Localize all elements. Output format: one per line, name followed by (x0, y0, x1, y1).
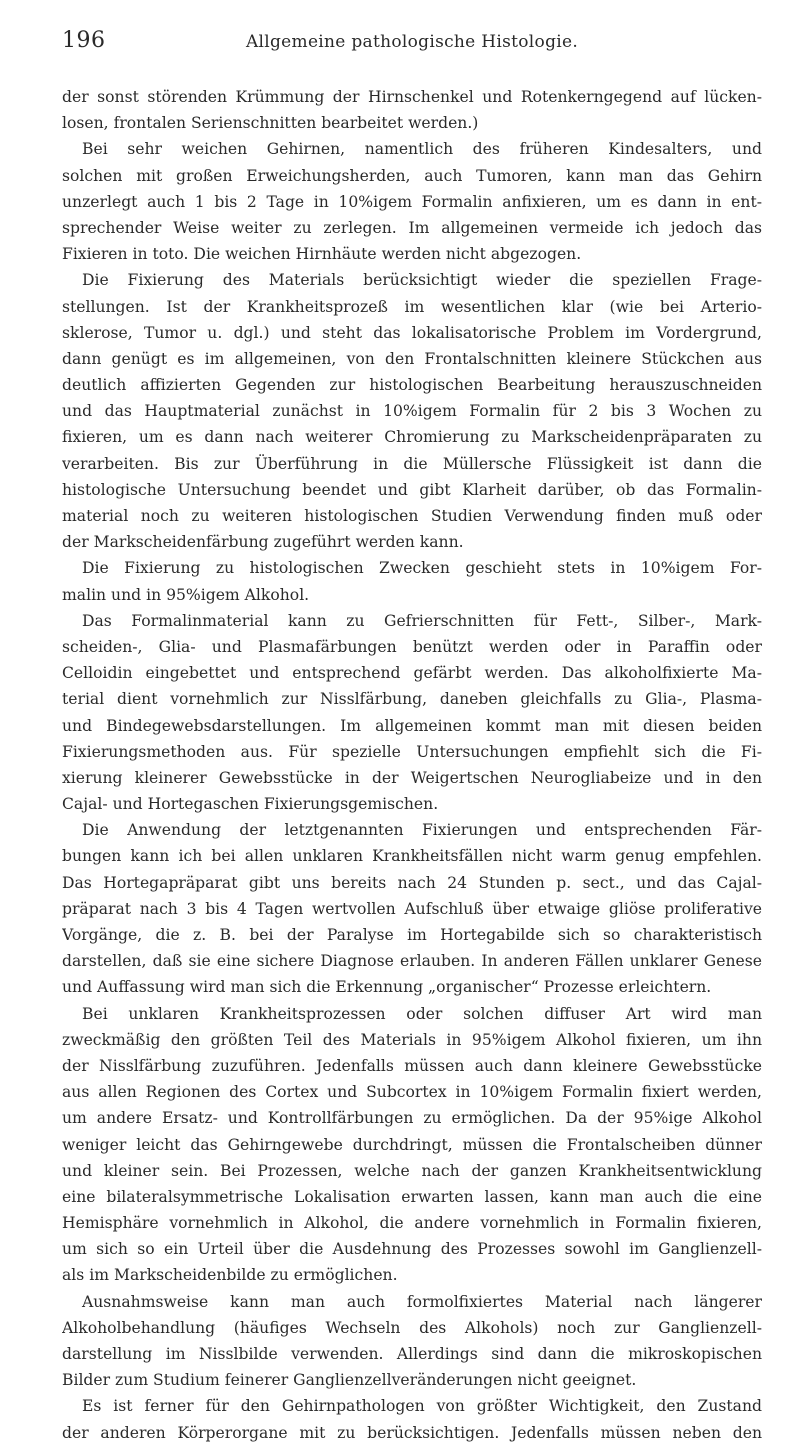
text-line: Bei unklaren Krankheitsprozessen oder solchen diffuser Art wird man (82, 1004, 762, 1023)
text-line: Fixieren in toto. Die weichen Hirnhäute werden nicht abgezogen. (62, 245, 582, 264)
text-line: Vorgänge, die z. B. bei der Paralyse im Hortegabilde sich so charakteristisch (62, 926, 762, 944)
text-line: aus allen Regionen des Cortex und Subcortex in 10%igem Formalin fixiert werden, (62, 1083, 762, 1102)
text-line: Alkoholbehandlung (häufiges Wechseln des Alkohols) noch zur Ganglienzell- (62, 1318, 762, 1337)
text-line: terial dient vornehmlich zur Nisslfärbung, daneben gleichfalls zu Glia-, Plasma- (62, 690, 762, 709)
text-line: und Auffassung wird man sich die Erkennung „organischer“ Prozesse erleichtern. (62, 978, 712, 997)
text-line: material noch zu weiteren histologischen Studien Verwendung finden muß oder (62, 507, 762, 525)
text-line: malin und in 95%igem Alkohol. (62, 585, 310, 604)
text-line: der Markscheidenfärbung zugeführt werden kann. (62, 533, 464, 552)
text-line: Celloidin eingebettet und entsprechend gefärbt werden. Das alkoholfixierte Ma- (62, 664, 762, 683)
text-line: um sich so ein Urteil über die Ausdehnung des Prozesses sowohl im Ganglienzell- (62, 1240, 762, 1259)
text-line: zweckmäßig den größten Teil des Materials in 95%igem Alkohol fixieren, um ihn (62, 1030, 762, 1049)
page-number: 196 (62, 28, 106, 53)
text-line: Die Anwendung der letztgenannten Fixierungen und entsprechenden Fär- (82, 821, 762, 840)
text-line: Bilder zum Studium feinerer Ganglienzellveränderungen nicht geeignet. (62, 1371, 637, 1390)
text-line: unzerlegt auch 1 bis 2 Tage in 10%igem Formalin anfixieren, um es dann in ent- (62, 192, 762, 211)
text-line: scheiden-, Glia- und Plasmafärbungen benützt werden oder in Paraffin oder (62, 637, 762, 656)
text-line: und kleiner sein. Bei Prozessen, welche nach der ganzen Krankheitsentwicklung (62, 1161, 762, 1180)
text-line: der Nisslfärbung zuzuführen. Jedenfalls müssen auch dann kleinere Gewebsstücke (62, 1056, 762, 1075)
text-line: eine bilateralsymmetrische Lokalisation erwarten lassen, kann man auch die eine (62, 1187, 762, 1206)
text-line: Das Hortegapräparat gibt uns bereits nach 24 Stunden p. sect., und das Cajal- (62, 873, 762, 892)
text-line: um andere Ersatz- und Kontrollfärbungen zu ermöglichen. Da der 95%ige Alkohol (62, 1109, 762, 1128)
text-line: als im Markscheidenbilde zu ermöglichen. (62, 1266, 398, 1285)
text-line: solchen mit großen Erweichungsherden, auch Tumoren, kann man das Gehirn (62, 166, 762, 185)
text-line: und das Hauptmaterial zunächst in 10%igem Formalin für 2 bis 3 Wochen zu (62, 402, 762, 421)
text-line: sprechender Weise weiter zu zerlegen. Im allgemeinen vermeide ich jedoch das (62, 218, 762, 237)
text-line: stellungen. Ist der Krankheitsprozeß im wesentlichen klar (wie bei Arterio- (62, 297, 762, 316)
text-line: präparat nach 3 bis 4 Tagen wertvollen Aufschluß über etwaige gliöse proliferative (62, 899, 762, 918)
page-header (62, 28, 762, 62)
text-line: dann genügt es im allgemeinen, von den Frontalschnitten kleinere Stückchen aus (62, 349, 762, 368)
text-line: verarbeiten. Bis zur Überführung in die Müllersche Flüssigkeit ist dann die (62, 454, 762, 473)
text-line: Die Fixierung zu histologischen Zwecken geschieht stets in 10%igem For- (82, 559, 762, 578)
body-text (62, 84, 762, 1446)
text-line: bungen kann ich bei allen unklaren Krankheitsfällen nicht warm genug empfehlen. (62, 847, 762, 866)
text-line: deutlich affizierten Gegenden zur histologischen Bearbeitung herauszuschneiden (62, 376, 762, 395)
text-line: Die Fixierung des Materials berücksichtigt wieder die speziellen Frage- (82, 271, 762, 290)
text-line: Bei sehr weichen Gehirnen, namentlich des früheren Kindesalters, und (82, 140, 762, 159)
running-head: Allgemeine pathologische Histologie. (245, 32, 579, 52)
text-line: weniger leicht das Gehirngewebe durchdringt, müssen die Frontalscheiben dünner (62, 1135, 762, 1154)
text-line: sklerose, Tumor u. dgl.) und steht das lokalisatorische Problem im Vordergrund, (62, 323, 762, 342)
text-line: Das Formalinmaterial kann zu Gefrierschnitten für Fett-, Silber-, Mark- (82, 611, 762, 630)
text-line: fixieren, um es dann nach weiterer Chromierung zu Markscheidenpräparaten zu (62, 428, 762, 447)
text-line: der sonst störenden Krümmung der Hirnschenkel und Rotenkerngegend auf lücken- (62, 88, 762, 106)
text-line: Fixierungsmethoden aus. Für spezielle Untersuchungen empfiehlt sich die Fi- (62, 742, 762, 761)
text-line: Cajal- und Hortegaschen Fixierungsgemischen. (62, 795, 439, 814)
text-line: Ausnahmsweise kann man auch formolfixiertes Material nach längerer (82, 1292, 762, 1311)
text-line: xierung kleinerer Gewebsstücke in der Weigertschen Neurogliabeize und in den (62, 768, 762, 787)
text-line: darstellung im Nisslbilde verwenden. Allerdings sind dann die mikroskopischen (62, 1345, 762, 1363)
text-line: der anderen Körperorgane mit zu berücksichtigen. Jedenfalls müssen neben den (62, 1423, 762, 1442)
text-line: und Bindegewebsdarstellungen. Im allgemeinen kommt man mit diesen beiden (62, 716, 762, 735)
text-line: histologische Untersuchung beendet und gibt Klarheit darüber, ob das Formalin- (62, 480, 762, 499)
text-line: darstellen, daß sie eine sichere Diagnose erlauben. In anderen Fällen unklarer Genese (62, 952, 762, 971)
text-line: Hemisphäre vornehmlich in Alkohol, die andere vornehmlich in Formalin fixieren, (62, 1214, 762, 1233)
text-line: Es ist ferner für den Gehirnpathologen von größter Wichtigkeit, den Zustand (82, 1397, 762, 1416)
text-line: losen, frontalen Serienschnitten bearbeitet werden.) (62, 114, 479, 133)
